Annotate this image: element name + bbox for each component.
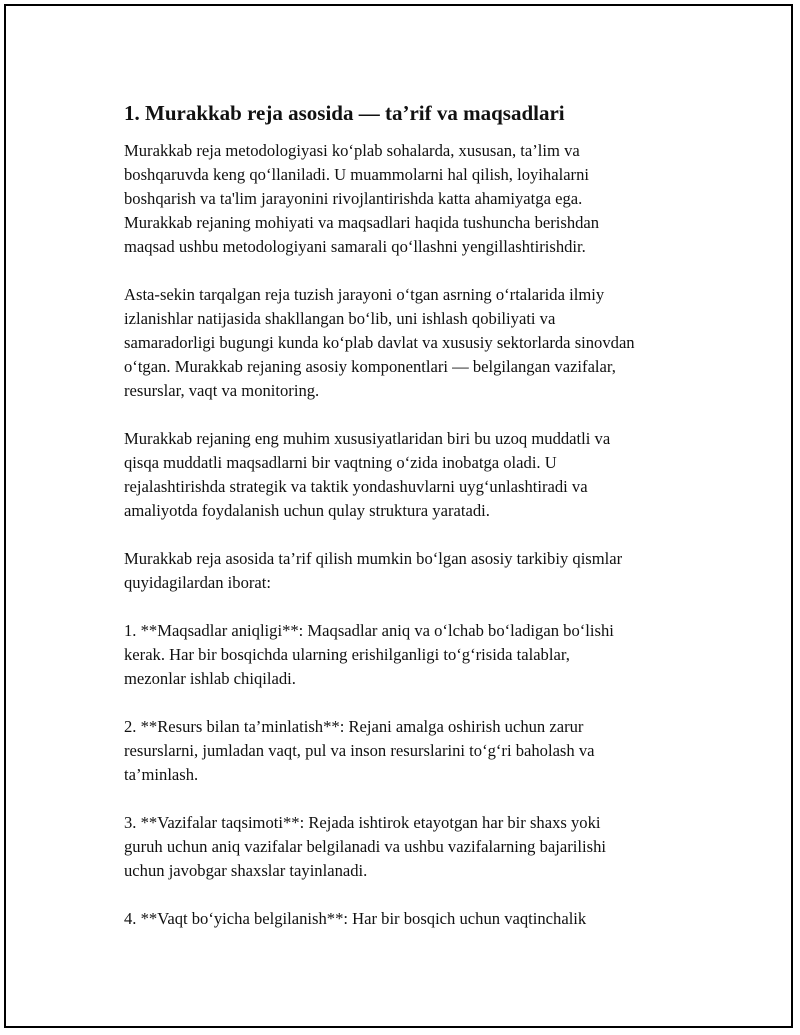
text-line: Murakkab reja metodologiyasi ko‘plab sohalarda, xususan, ta’lim va (124, 141, 580, 160)
text-line: boshqarish va ta'lim jarayonini rivojlantirishda katta ahamiyatga ega. (124, 189, 583, 208)
text-line: boshqaruvda keng qo‘llaniladi. U muammolarni hal qilish, loyihalarni (124, 165, 589, 184)
text-line: kerak. Har bir bosqichda ularning erishilganligi to‘g‘risida talablar, (124, 645, 570, 664)
text-line: amaliyotda foydalanish uchun qulay struktura yaratadi. (124, 501, 490, 520)
text-line: maqsad ushbu metodologiyani samarali qo‘llashni yengillashtirishdir. (124, 237, 586, 256)
text-line: 1. **Maqsadlar aniqligi**: Maqsadlar aniq va o‘lchab bo‘ladigan bo‘lishi (124, 621, 614, 640)
text-line: uchun javobgar shaxslar tayinlanadi. (124, 861, 368, 880)
text-line: resurslar, vaqt va monitoring. (124, 381, 320, 400)
text-line: o‘tgan. Murakkab rejaning asosiy komponentlari — belgilangan vazifalar, (124, 357, 616, 376)
text-line: 3. **Vazifalar taqsimoti**: Rejada ishtirok etayotgan har bir shaxs yoki (124, 813, 601, 832)
list-item-resources (124, 715, 704, 787)
list-item-tasks (124, 811, 704, 883)
document-body (124, 99, 704, 955)
text-line: izlanishlar natijasida shakllangan bo‘lib, uni ishlash qobiliyati va (124, 309, 556, 328)
text-line: Murakkab reja asosida ta’rif qilish mumkin bo‘lgan asosiy tarkibiy qismlar (124, 549, 623, 568)
text-line: guruh uchun aniq vazifalar belgilanadi va ushbu vazifalarning bajarilishi (124, 837, 606, 856)
list-item-timing (124, 907, 704, 931)
paragraph-components-intro (124, 547, 704, 595)
text-line: ta’minlash. (124, 765, 199, 784)
paragraph-features (124, 427, 704, 523)
paragraph-history (124, 283, 704, 403)
paragraph-intro (124, 139, 704, 259)
text-line: 4. **Vaqt bo‘yicha belgilanish**: Har bir bosqich uchun vaqtinchalik (124, 909, 587, 928)
section-heading: 1. Murakkab reja asosida — ta’rif va maqsadlari (124, 101, 565, 125)
text-line: Murakkab rejaning eng muhim xususiyatlaridan biri bu uzoq muddatli va (124, 429, 611, 448)
text-line: rejalashtirishda strategik va taktik yondashuvlarni uyg‘unlashtiradi va (124, 477, 588, 496)
text-line: quyidagilardan iborat: (124, 573, 271, 592)
text-line: Asta-sekin tarqalgan reja tuzish jarayoni o‘tgan asrning o‘rtalarida ilmiy (124, 285, 605, 304)
text-line: 2. **Resurs bilan ta’minlatish**: Rejani amalga oshirish uchun zarur (124, 717, 584, 736)
text-line: Murakkab rejaning mohiyati va maqsadlari haqida tushuncha berishdan (124, 213, 600, 232)
text-line: samaradorligi bugungi kunda ko‘plab davlat va xususiy sektorlarda sinovdan (124, 333, 635, 352)
page-frame (4, 4, 793, 1028)
text-line: qisqa muddatli maqsadlarni bir vaqtning o‘zida inobatga oladi. U (124, 453, 557, 472)
text-line: resurslarni, jumladan vaqt, pul va inson resurslarini to‘g‘ri baholash va (124, 741, 595, 760)
list-item-goals (124, 619, 704, 691)
text-line: mezonlar ishlab chiqiladi. (124, 669, 296, 688)
